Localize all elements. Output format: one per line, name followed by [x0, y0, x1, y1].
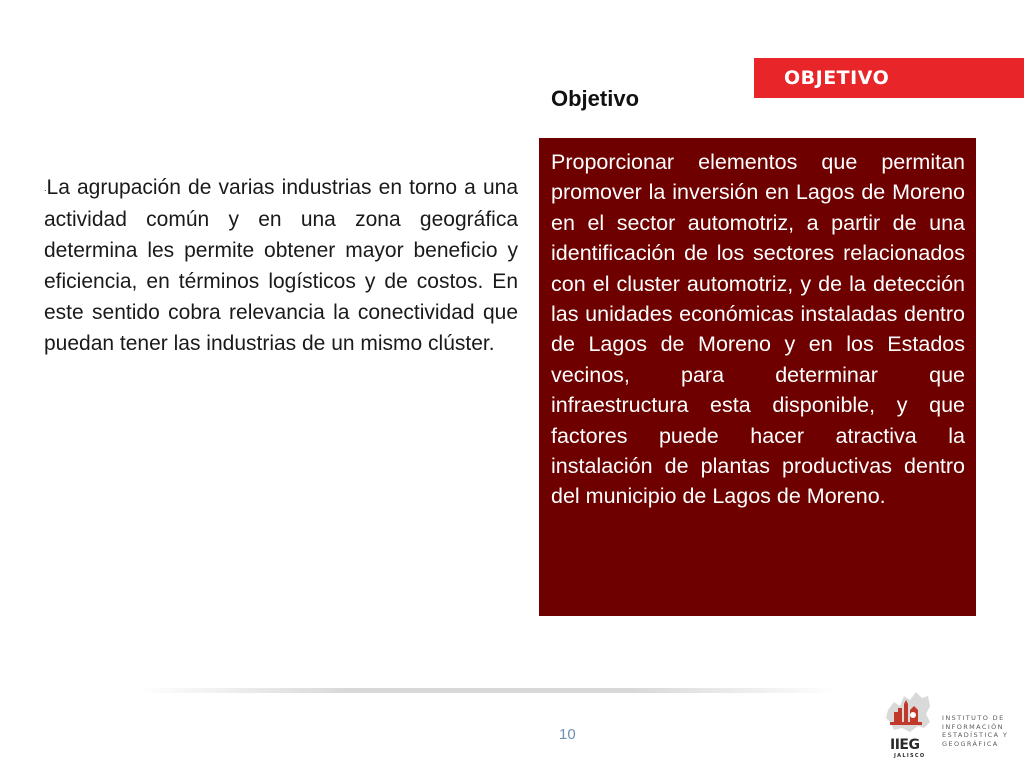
iieg-logo: [880, 688, 1020, 768]
footer-divider: [140, 688, 840, 693]
objective-text: Proporcionar elementos que permitan promover la inversión en Lagos de Moreno en el sector automotriz, a partir de una identificación de los sectores relacionados con el cluster automotriz, y de la detección las unidades económicas instaladas dentro de Lagos de Moreno y en los Estados vecinos, para determinar que infraestructura esta disponible, y que factores puede hacer atractiva la instalación de plantas productivas dentro del municipio de Lagos de Moreno.: [551, 150, 965, 509]
objective-box: [539, 138, 976, 616]
logo-line: ESTADÍSTICA Y: [942, 731, 1009, 739]
logo-line: INSTITUTO DE: [942, 714, 1005, 722]
intro-paragraph: [44, 172, 518, 359]
logo-word: IIEG: [890, 737, 920, 753]
objective-heading: Objetivo: [551, 86, 640, 111]
section-tag: [754, 58, 1024, 98]
logo-sub: JALISCO: [894, 753, 926, 759]
page-number: 10: [559, 726, 576, 743]
section-tag-label: OBJETIVO: [784, 67, 890, 89]
logo-line: INFORMACIÓN: [942, 722, 1004, 731]
bullet-dot: .: [44, 182, 47, 193]
logo-institute-text: [942, 714, 1008, 748]
intro-paragraph-text: La agrupación de varias industrias en torno a una actividad común y en una zona geográfica determina les permite obtener mayor beneficio y eficiencia, en términos logísticos y de costos. En este sentido cobra relevancia la conectividad que puedan tener las industrias de un mismo clúster.: [44, 176, 518, 355]
logo-line: GEOGRÁFICA: [942, 739, 999, 748]
